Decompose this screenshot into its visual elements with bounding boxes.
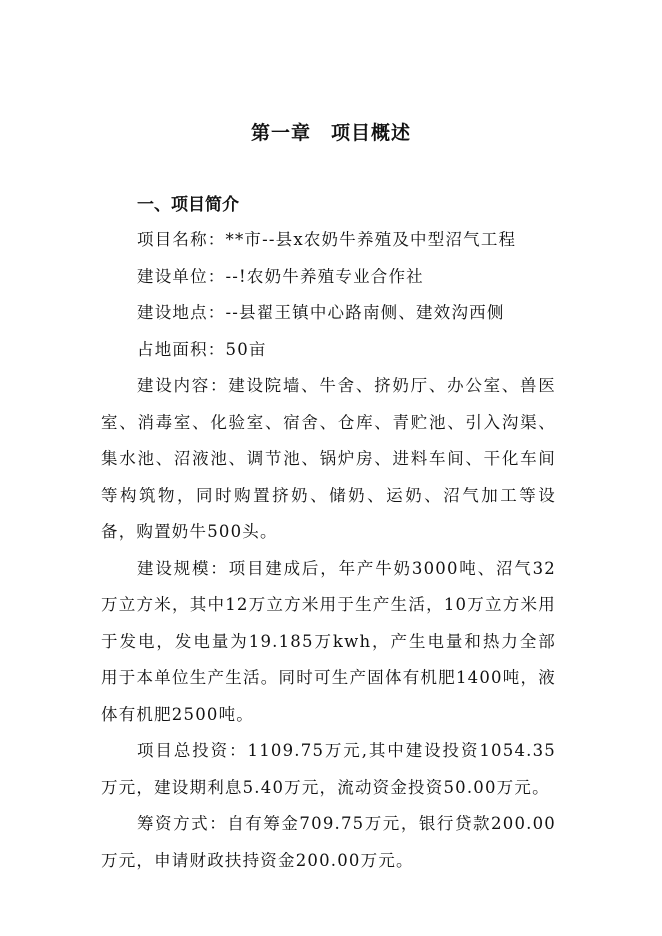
- paragraph-construction-scale: 建设规模：项目建成后，年产牛奶3000吨、沼气32万立方米，其中12万立方米用于生产生活，10万立方米用于发电，发电量为19.185万kwh，产生电量和热力全部用于本单位生产生活。同时可生产固体有机肥1400吨，液体有机肥2500吨。: [101, 558, 556, 724]
- paragraph-construction-site: 建设地点：--县翟王镇中心路南侧、建效沟西侧: [137, 303, 505, 322]
- chapter-title: 第一章 项目概述: [250, 122, 411, 144]
- paragraph-project-name: 项目名称：**市--县x农奶牛养殖及中型沼气工程: [137, 230, 517, 249]
- paragraph-land-area: 占地面积：50亩: [137, 339, 267, 359]
- paragraph-construction-unit: 建设单位：--!农奶牛养殖专业合作社: [137, 266, 424, 286]
- paragraph-financing: 筹资方式：自有筹金709.75万元，银行贷款200.00万元，申请财政扶持资金200.00万元。: [101, 814, 556, 870]
- section-heading: 一、项目简介: [137, 195, 239, 215]
- paragraph-construction-content: 建设内容：建设院墙、牛舍、挤奶厅、办公室、兽医室、消毒室、化验室、宿舍、仓库、青贮池、引入沟渠、集水池、沼液池、调节池、锅炉房、进料车间、干化车间等构筑物，同时购置挤奶、储奶、运奶、沼气加工等设备，购置奶牛500头。: [101, 376, 556, 541]
- paragraph-total-investment: 项目总投资：1109.75万元,其中建设投资1054.35万元，建设期利息5.40万元，流动资金投资50.00万元。: [101, 741, 556, 797]
- document-body: [101, 222, 556, 879]
